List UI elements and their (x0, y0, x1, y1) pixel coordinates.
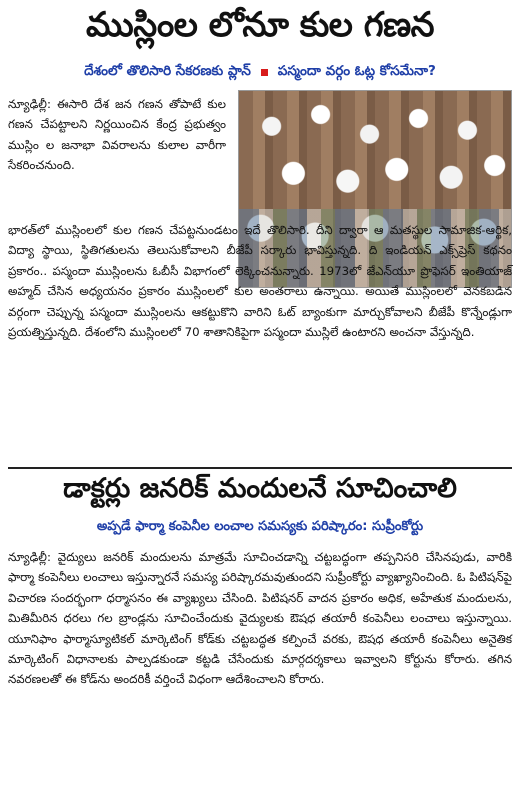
red-square-bullet-icon (261, 69, 268, 76)
article1-headline: ముస్లింల లోనూ కుల గణన (85, 5, 435, 45)
article1-paragraph-1: న్యూఢిల్లీ: ఈసారి దేశ జన గణన తోపాటే కుల గణన చేపట్టాలని నిర్ణయించిన కేంద్ర ప్రభుత్వం ముస్లిం ల జనాభా వివరాలను కులాల వారీగా సేకరించనుంది. (8, 97, 226, 173)
article2-body (8, 547, 512, 690)
article1-body (8, 90, 512, 467)
article1-subheads (8, 58, 512, 86)
article2-headline: డాక్టర్లు జనరిక్ మందులనే సూచించాలి (63, 473, 457, 504)
article1-subhead-2: పస్మందా వర్గం ఓట్ల కోసమేనా? (277, 62, 436, 79)
article2-subhead: అప్పడే ఫార్మా కంపెనీల లంచాల సమస్యకు పరిష్కారం: సుప్రీంకోర్టు (96, 519, 424, 534)
article1-subhead-1: దేశంలో తొలిసారి సేకరణకు ప్లాన్ (84, 62, 251, 79)
article1-paragraph-2: భారత్‌లో ముస్లింలలో కుల గణన చేపట్టనుండటం ఇదే తొలిసారి. దీని ద్వారా ఆ మతస్థుల సామాజిక-ఆర్థిక, విద్యా స్థాయి, స్థితిగతులను తెలుసుకోవాలని బీజేపీ సర్కారు భావిస్తున్నది. ది ఇండియన్ ఎక్స్‌ప్రెస్ కథనం ప్రకారం.. పస్మందా ముస్లింలను ఓబీసీ విభాగంలో లెక్కించనున్నారు. 1973లో జేఎన్‌యూ ప్రొఫెసర్ ఇంతియాజ్ అహ్మద్ చేసిన అధ్యయనం ప్రకారం ముస్లింలలో కుల అంతరాలు ఉన్నాయి. అయితే ముస్లింలలో వెనకబడిన వర్గంగా చెప్పున్న పస్మందా ముస్లింలను ఆకట్టుకొని వారిని ఓట్ బ్యాంకుగా మార్చుకోవాలని బీజేపీ కొన్నేండ్లుగా ప్రయత్నిస్తున్నది. దేశంలోని ముస్లింలలో 70 శాతానికిపైగా పస్మందా ముస్లిలే ఉంటారని అంచనా వేస్తున్నది. (8, 223, 512, 340)
article2-paragraph: న్యూఢిల్లీ: వైద్యులు జనరిక్ మందులను మాత్రమే సూచించడాన్ని చట్టబద్ధంగా తప్పనిసరి చేసినపుడు, వారికి ఫార్మా కంపెనీలు లంచాలు ఇస్తున్నారనే సమస్య పరిష్కారమవుతుందని సుప్రీంకోర్టు వ్యాఖ్యానించింది. ఓ పిటిషన్‌పై విచారణ సందర్భంగా ధర్మాసనం ఈ వ్యాఖ్యలు చేసింది. పిటిషనర్ వాదన ప్రకారం అధిక, అహేతుక మందులను, మితిమీరిన ధరలు గల బ్రాండ్లను సూచించేందుకు వైద్యులకు ఔషధ తయారీ కంపెనీలు లంచాలు ఇస్తున్నాయి. యూనిఫాం ఫార్మాస్యూటికల్ మార్కెటింగ్ కోడ్‌కు చట్టబద్ధత కల్పించే వరకు, ఔషధ తయారీ కంపెనీలు అనైతిక మార్కెటింగ్ విధానాలకు పాల్పడకుండా కట్టడి చేసేందుకు మార్గదర్శకాలు ఇవ్వాలని కోర్టును కోరారు. తగిన నవరణలతో ఈ కోడ్‌ను అందరికీ వర్తించే విధంగా ఆదేశించాలని కోరారు. (8, 550, 512, 687)
